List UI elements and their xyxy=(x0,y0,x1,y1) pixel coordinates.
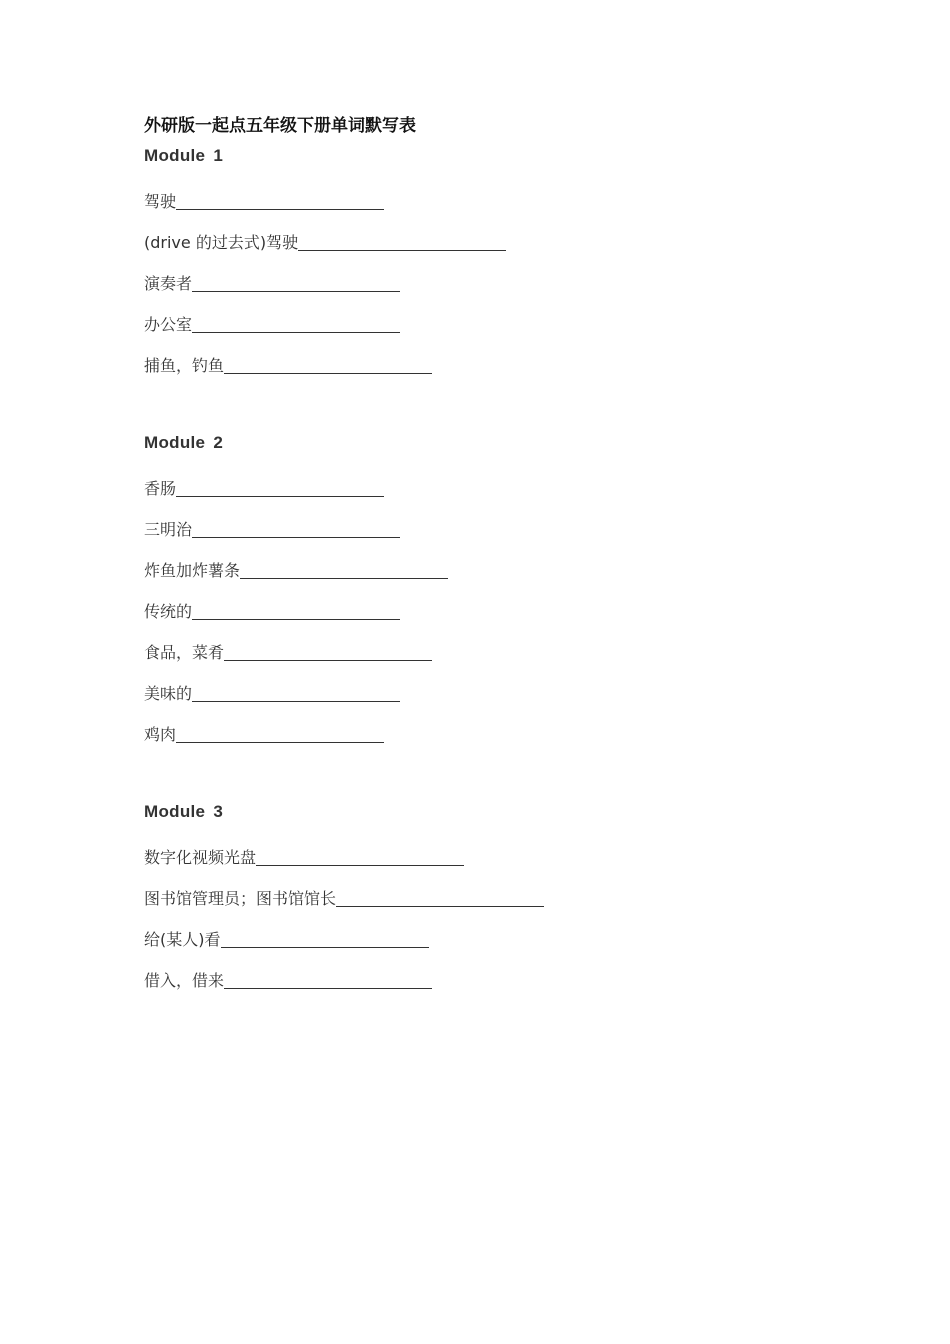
word-prompt: 美味的 xyxy=(144,684,193,703)
answer-blank[interactable] xyxy=(336,886,544,907)
word-prompt: 鸡肉 xyxy=(144,725,177,744)
answer-blank[interactable] xyxy=(192,599,400,620)
word-prompt: 三明治 xyxy=(144,520,193,539)
word-prompt: 给(某人)看 xyxy=(144,930,221,949)
word-item xyxy=(144,910,844,951)
word-prompt: 炸鱼加炸薯条 xyxy=(144,561,241,580)
word-item xyxy=(144,828,844,869)
module-2-word-list xyxy=(144,459,844,746)
answer-blank[interactable] xyxy=(192,312,400,333)
word-item xyxy=(144,500,844,541)
answer-blank[interactable] xyxy=(176,722,384,743)
module-3-word-list xyxy=(144,828,844,992)
answer-blank[interactable] xyxy=(176,189,384,210)
module-2-section xyxy=(144,418,844,746)
answer-blank[interactable] xyxy=(221,927,429,948)
word-prompt: 食品，菜肴 xyxy=(144,643,225,662)
word-prompt: 捕鱼，钓鱼 xyxy=(144,356,225,375)
word-item xyxy=(144,336,844,377)
answer-blank[interactable] xyxy=(224,968,432,989)
word-prompt: 借入，借来 xyxy=(144,971,225,990)
word-item xyxy=(144,541,844,582)
word-prompt: 图书馆管理员；图书馆馆长 xyxy=(144,889,337,908)
answer-blank[interactable] xyxy=(240,558,448,579)
module-1-section xyxy=(144,140,844,377)
word-prompt: 香肠 xyxy=(144,479,177,498)
word-item xyxy=(144,869,844,910)
word-item xyxy=(144,172,844,213)
word-item xyxy=(144,664,844,705)
answer-blank[interactable] xyxy=(224,353,432,374)
document-title: 外研版一起点五年级下册单词默写表 xyxy=(144,116,416,136)
word-item xyxy=(144,951,844,992)
module-2-heading: Module 2 xyxy=(144,433,224,452)
word-prompt: 办公室 xyxy=(144,315,193,334)
module-3-heading: Module 3 xyxy=(144,802,224,821)
answer-blank[interactable] xyxy=(224,640,432,661)
worksheet-page xyxy=(144,112,844,992)
word-prompt: 演奏者 xyxy=(144,274,193,293)
answer-blank[interactable] xyxy=(192,517,400,538)
module-1-heading: Module 1 xyxy=(144,146,224,165)
word-prompt: 数字化视频光盘 xyxy=(144,848,257,867)
word-item xyxy=(144,213,844,254)
module-1-word-list xyxy=(144,172,844,377)
answer-blank[interactable] xyxy=(192,271,400,292)
answer-blank[interactable] xyxy=(256,845,464,866)
word-item xyxy=(144,582,844,623)
module-3-section xyxy=(144,787,844,992)
word-item xyxy=(144,254,844,295)
answer-blank[interactable] xyxy=(176,476,384,497)
word-item xyxy=(144,705,844,746)
word-item xyxy=(144,623,844,664)
word-prompt: (drive 的过去式)驾驶 xyxy=(144,233,299,252)
answer-blank[interactable] xyxy=(192,681,400,702)
word-item xyxy=(144,295,844,336)
answer-blank[interactable] xyxy=(298,230,506,251)
word-prompt: 传统的 xyxy=(144,602,193,621)
word-item xyxy=(144,459,844,500)
word-prompt: 驾驶 xyxy=(144,192,177,211)
